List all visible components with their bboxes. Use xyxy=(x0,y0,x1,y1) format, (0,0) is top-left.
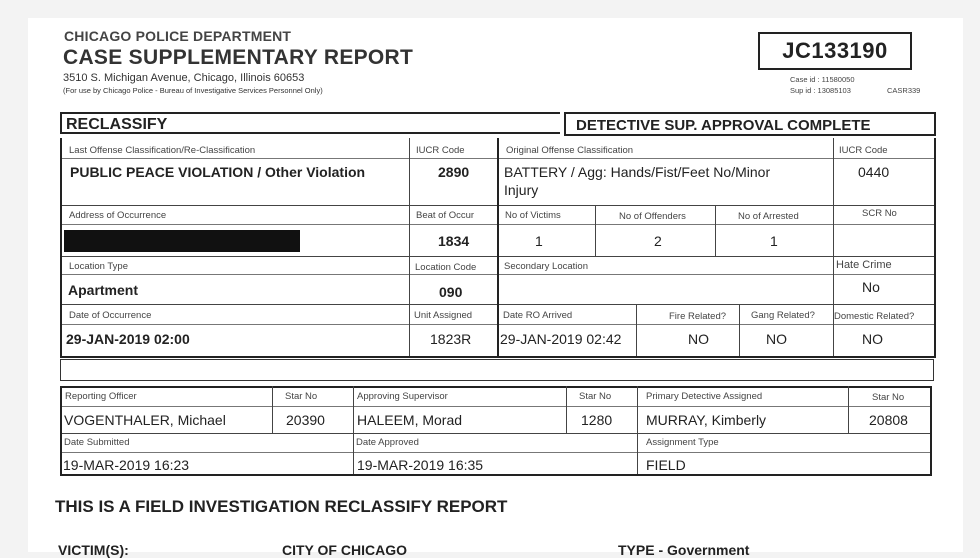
original-iucr-label: IUCR Code xyxy=(839,145,888,156)
victim-name: CITY OF CHICAGO xyxy=(282,542,407,558)
column-divider xyxy=(715,205,716,256)
assignment-type-label: Assignment Type xyxy=(646,437,719,448)
star-no-label: Star No xyxy=(285,391,318,402)
original-iucr-value: 0440 xyxy=(858,164,890,180)
date-submitted-label: Date Submitted xyxy=(64,437,130,448)
case-number: JC133190 xyxy=(758,32,912,70)
column-divider xyxy=(353,386,354,474)
victims-value: 1 xyxy=(535,233,543,249)
column-divider xyxy=(595,205,596,256)
column-divider xyxy=(566,386,567,433)
date-approved-value: 19-MAR-2019 16:35 xyxy=(357,457,484,473)
detective-star-value: 20808 xyxy=(869,412,908,428)
approving-supervisor-value: HALEEM, Morad xyxy=(357,412,463,428)
date-occurrence-label: Date of Occurrence xyxy=(69,310,152,321)
beat-value: 1834 xyxy=(438,233,470,249)
approval-status-banner: DETECTIVE SUP. APPROVAL COMPLETE xyxy=(564,112,936,136)
secondary-location-label: Secondary Location xyxy=(504,261,588,272)
column-divider xyxy=(272,386,273,433)
blank-row xyxy=(60,359,934,381)
offenders-value: 2 xyxy=(654,233,662,249)
department-address: 3510 S. Michigan Avenue, Chicago, Illinois 60653 xyxy=(63,72,305,84)
gang-related-label: Gang Related? xyxy=(751,310,815,321)
hate-crime-value: No xyxy=(862,279,880,295)
date-approved-label: Date Approved xyxy=(356,437,419,448)
victim-type: TYPE - Government xyxy=(618,542,750,558)
beat-label: Beat of Occur xyxy=(416,210,475,221)
case-id: Case id : 11580050 xyxy=(790,75,855,84)
reporting-officer-value: VOGENTHALER, Michael xyxy=(64,412,226,428)
unit-label: Unit Assigned xyxy=(414,310,473,321)
row-divider xyxy=(62,406,930,407)
star-no-label: Star No xyxy=(579,391,612,402)
column-divider xyxy=(739,304,740,356)
primary-detective-value: MURRAY, Kimberly xyxy=(646,412,767,428)
location-type-label: Location Type xyxy=(69,261,128,272)
domestic-related-value: NO xyxy=(862,331,883,347)
location-code-label: Location Code xyxy=(415,262,477,273)
reporting-officer-label: Reporting Officer xyxy=(65,391,137,402)
address-label: Address of Occurrence xyxy=(69,210,167,221)
approving-supervisor-label: Approving Supervisor xyxy=(357,391,448,402)
report-heading: THIS IS A FIELD INVESTIGATION RECLASSIFY REPORT xyxy=(55,497,508,516)
unit-value: 1823R xyxy=(430,331,472,347)
fire-related-value: NO xyxy=(688,331,709,347)
gang-related-value: NO xyxy=(766,331,787,347)
form-code: CASR339 xyxy=(887,86,921,95)
date-occurrence-value: 29-JAN-2019 02:00 xyxy=(66,331,190,347)
report-title: CASE SUPPLEMENTARY REPORT xyxy=(63,46,414,69)
arrested-value: 1 xyxy=(770,233,778,249)
original-offense-value-cont: Injury xyxy=(504,182,539,198)
ro-arrived-value: 29-JAN-2019 02:42 xyxy=(500,331,622,347)
location-type-value: Apartment xyxy=(68,282,139,298)
date-submitted-value: 19-MAR-2019 16:23 xyxy=(63,457,190,473)
officer-block xyxy=(60,386,932,476)
hate-crime-label: Hate Crime xyxy=(836,259,892,271)
original-offense-value: BATTERY / Agg: Hands/Fist/Feet No/Minor xyxy=(504,164,771,180)
column-divider xyxy=(636,304,637,356)
assignment-type-value: FIELD xyxy=(646,457,686,473)
reporting-star-value: 20390 xyxy=(286,412,325,428)
original-offense-label: Original Offense Classification xyxy=(506,145,634,156)
location-code-value: 090 xyxy=(439,284,463,300)
usage-note: (For use by Chicago Police - Bureau of Investigative Services Personnel Only) xyxy=(63,86,323,95)
column-divider xyxy=(848,386,849,433)
sup-id: Sup id : 13085103 xyxy=(790,86,851,95)
last-offense-label: Last Offense Classification/Re-Classification xyxy=(69,145,256,156)
scr-label: SCR No xyxy=(862,208,897,219)
offenders-label: No of Offenders xyxy=(619,211,686,222)
iucr-label: IUCR Code xyxy=(416,145,465,156)
reclassify-banner: RECLASSIFY xyxy=(60,112,560,134)
iucr-value: 2890 xyxy=(438,164,470,180)
primary-detective-label: Primary Detective Assigned xyxy=(646,391,763,402)
column-divider xyxy=(833,138,834,356)
domestic-related-label: Domestic Related? xyxy=(834,311,915,322)
column-divider xyxy=(409,138,410,356)
last-offense-value: PUBLIC PEACE VIOLATION / Other Violation xyxy=(70,164,366,180)
fire-related-label: Fire Related? xyxy=(669,311,727,322)
ro-arrived-label: Date RO Arrived xyxy=(503,310,573,321)
supervisor-star-value: 1280 xyxy=(581,412,613,428)
column-divider xyxy=(497,138,499,356)
column-divider xyxy=(637,386,638,474)
star-no-label: Star No xyxy=(872,392,905,403)
arrested-label: No of Arrested xyxy=(738,211,799,222)
row-divider xyxy=(62,433,930,434)
department-name: CHICAGO POLICE DEPARTMENT xyxy=(64,28,292,44)
victims-heading: VICTIM(S): xyxy=(58,542,129,558)
row-divider xyxy=(62,452,930,453)
redacted-address xyxy=(64,230,300,252)
victims-label: No of Victims xyxy=(505,210,561,221)
